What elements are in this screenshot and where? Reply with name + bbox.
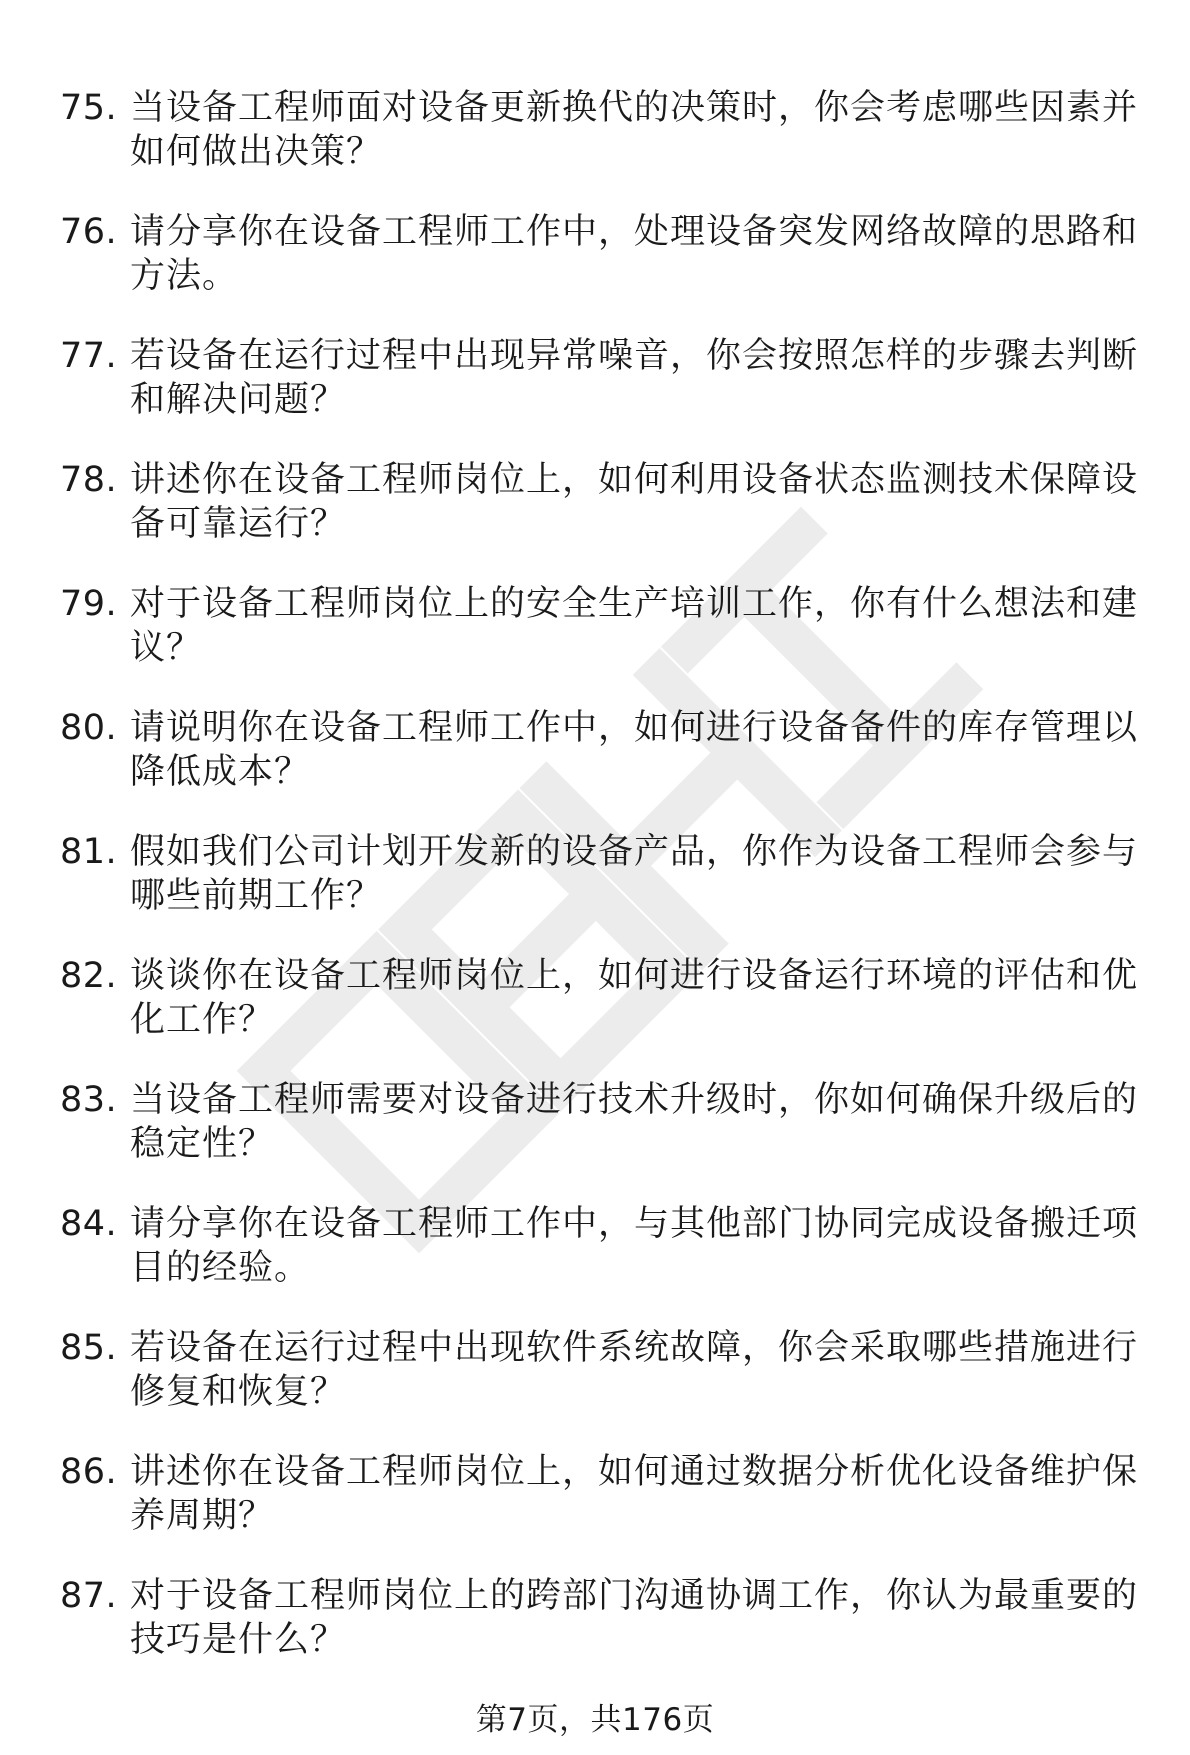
question-number: 84. <box>60 1204 118 1244</box>
question-text: 对于设备工程师岗位上的跨部门沟通协调工作，你认为最重要的技巧是什么？ <box>130 1576 1139 1660</box>
question-number: 77. <box>60 336 118 376</box>
question-text: 若设备在运行过程中出现软件系统故障，你会采取哪些措施进行修复和恢复？ <box>130 1328 1139 1412</box>
question-item <box>60 1078 1150 1202</box>
question-text: 若设备在运行过程中出现异常噪音，你会按照怎样的步骤去判断和解决问题？ <box>130 336 1139 420</box>
question-number: 85. <box>60 1328 118 1368</box>
question-number: 83. <box>60 1080 118 1120</box>
question-list <box>60 86 1150 1698</box>
question-text: 讲述你在设备工程师岗位上，如何通过数据分析优化设备维护保养周期？ <box>130 1452 1139 1536</box>
question-text: 请分享你在设备工程师工作中，与其他部门协同完成设备搬迁项目的经验。 <box>130 1204 1139 1288</box>
question-item <box>60 830 1150 954</box>
question-text: 讲述你在设备工程师岗位上，如何利用设备状态监测技术保障设备可靠运行？ <box>130 460 1139 544</box>
question-item <box>60 334 1150 458</box>
question-item <box>60 86 1150 210</box>
question-number: 76. <box>60 212 118 252</box>
question-text: 请分享你在设备工程师工作中，处理设备突发网络故障的思路和方法。 <box>130 212 1139 296</box>
question-item <box>60 1574 1150 1698</box>
question-number: 82. <box>60 956 118 996</box>
page-number-footer: 第7页，共176页 <box>475 1702 715 1738</box>
question-number: 75. <box>60 88 118 128</box>
question-item <box>60 582 1150 706</box>
question-item <box>60 1450 1150 1574</box>
question-number: 87. <box>60 1576 118 1616</box>
question-text: 当设备工程师面对设备更新换代的决策时，你会考虑哪些因素并如何做出决策？ <box>130 88 1139 172</box>
question-item <box>60 210 1150 334</box>
question-item <box>60 458 1150 582</box>
question-number: 81. <box>60 832 118 872</box>
question-number: 78. <box>60 460 118 500</box>
question-item <box>60 1326 1150 1450</box>
question-item <box>60 1202 1150 1326</box>
question-text: 当设备工程师需要对设备进行技术升级时，你如何确保升级后的稳定性？ <box>130 1080 1139 1164</box>
question-number: 80. <box>60 708 118 748</box>
question-number: 79. <box>60 584 118 624</box>
question-text: 谈谈你在设备工程师岗位上，如何进行设备运行环境的评估和优化工作？ <box>130 956 1139 1040</box>
question-text: 假如我们公司计划开发新的设备产品，你作为设备工程师会参与哪些前期工作？ <box>130 832 1139 916</box>
question-item <box>60 954 1150 1078</box>
question-number: 86. <box>60 1452 118 1492</box>
question-text: 请说明你在设备工程师工作中，如何进行设备备件的库存管理以降低成本？ <box>130 708 1139 792</box>
question-item <box>60 706 1150 830</box>
question-text: 对于设备工程师岗位上的安全生产培训工作，你有什么想法和建议？ <box>130 584 1139 668</box>
